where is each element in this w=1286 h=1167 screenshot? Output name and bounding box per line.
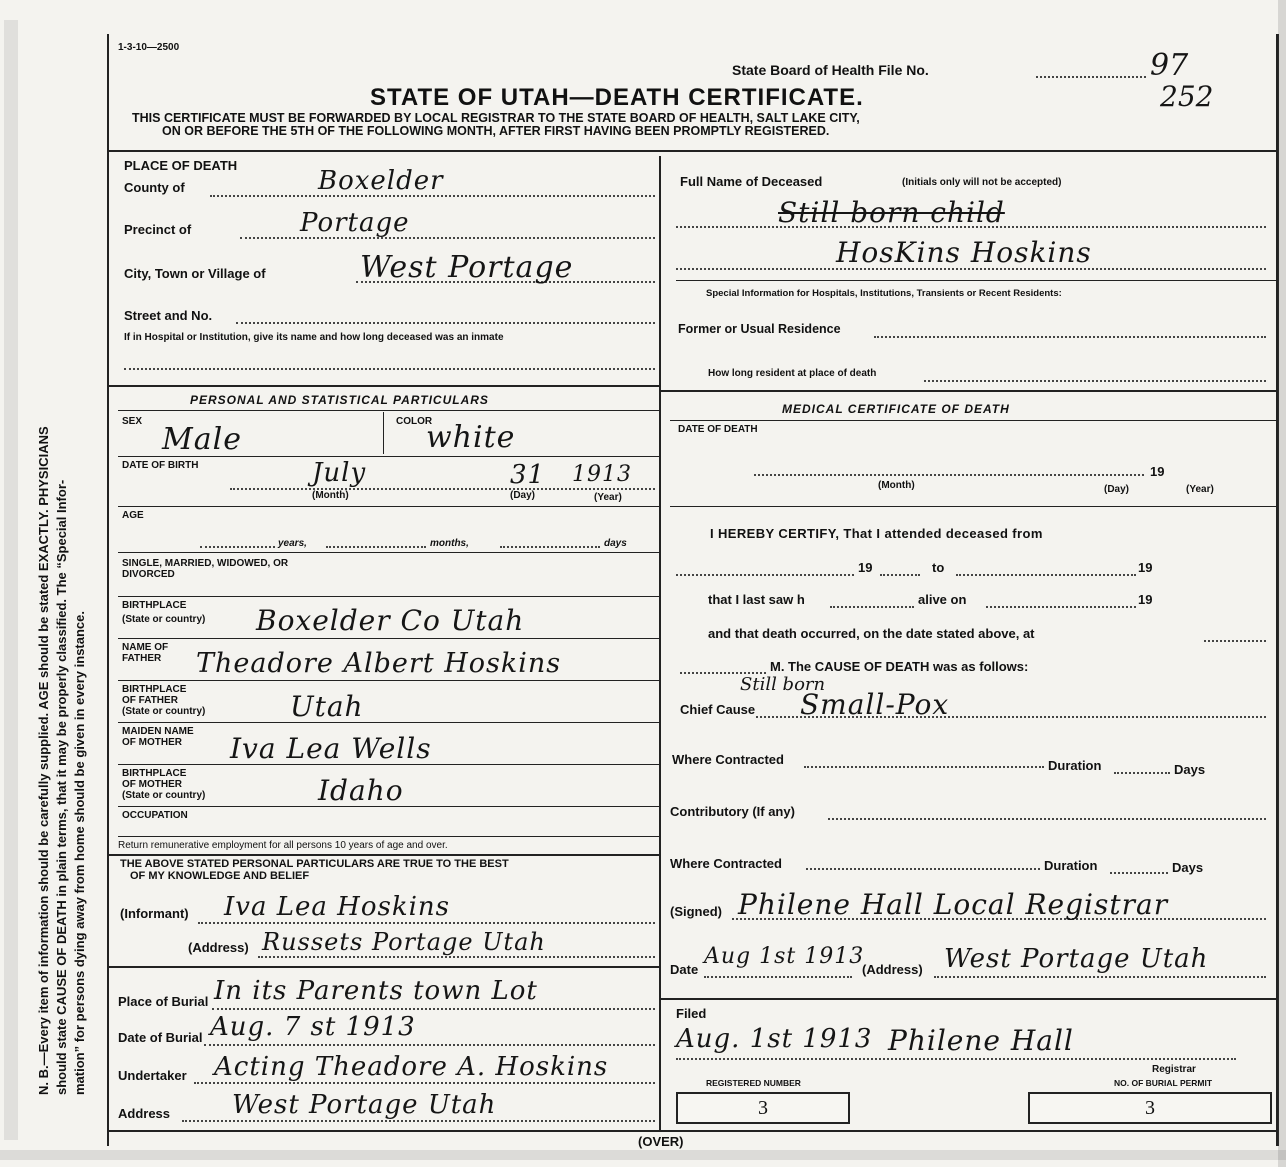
father-bp-value: Utah: [290, 690, 364, 723]
mother-value: Iva Lea Wells: [230, 732, 432, 765]
date-label: Date: [670, 962, 699, 977]
alive-text: alive on: [918, 592, 967, 607]
city-label: City, Town or Village of: [124, 266, 266, 281]
where-contracted-label-1: Where Contracted: [672, 752, 784, 767]
days-label-2: Days: [1172, 860, 1204, 875]
color-label: COLOR: [396, 416, 433, 427]
to-nineteen: 19: [1138, 560, 1153, 575]
undertaker-address-value: West Portage Utah: [232, 1090, 497, 1120]
mother-label-2: OF MOTHER: [122, 737, 182, 748]
dob-label: DATE OF BIRTH: [122, 460, 199, 471]
where-contracted-label-2: Where Contracted: [670, 856, 782, 871]
father-label-1: NAME OF: [122, 642, 169, 653]
dob-day: 31: [510, 460, 546, 490]
father-bp-label-1: BIRTHPLACE: [122, 684, 187, 695]
bottom-rule: [108, 1130, 1276, 1132]
undertaker-address-label: Address: [118, 1106, 171, 1121]
certify-text: I HEREBY CERTIFY, That I attended deceased from: [710, 526, 1043, 541]
instruction-line2: ON OR BEFORE THE 5TH OF THE FOLLOWING MONTH, AFTER FIRST HAVING BEEN PROMPTLY REGISTERED.: [162, 124, 830, 138]
cause-text: M. The CAUSE OF DEATH was as follows:: [770, 659, 1029, 674]
file-no-label: State Board of Health File No.: [732, 62, 929, 78]
sex-value: Male: [162, 422, 242, 457]
marital-label: SINGLE, MARRIED, WIDOWED, OR DIVORCED: [122, 558, 289, 580]
burial-place-label: Place of Burial: [118, 994, 209, 1009]
contributory-label: Contributory (If any): [670, 804, 795, 819]
dob-month: July: [312, 458, 367, 488]
street-label: Street and No.: [124, 308, 213, 323]
dob-month-label: (Month): [312, 490, 349, 501]
informant-value: Iva Lea Hoskins: [224, 892, 450, 922]
to-label: to: [932, 560, 945, 575]
registered-number-label: REGISTERED NUMBER: [706, 1078, 801, 1088]
birthplace-sub: (State or country): [122, 614, 206, 625]
signed-address-value: West Portage Utah: [944, 944, 1209, 974]
registered-number-box: 3: [676, 1092, 850, 1124]
hospital-note: If in Hospital or Institution, give its name and how long deceased was an inmate: [124, 332, 504, 343]
informant-address-label: (Address): [188, 940, 249, 955]
occupation-label: OCCUPATION: [122, 810, 188, 821]
color-value: white: [426, 420, 516, 455]
burial-permit-label: NO. OF BURIAL PERMIT: [1114, 1078, 1213, 1088]
informant-label: (Informant): [120, 906, 189, 921]
special-info-label: Special Information for Hospitals, Institutions, Transients or Recent Residents:: [706, 288, 1062, 299]
place-of-death-heading: PLACE OF DEATH: [124, 158, 238, 173]
father-value: Theadore Albert Hoskins: [196, 648, 562, 679]
age-years-label: years,: [278, 538, 307, 549]
signed-date-value: Aug 1st 1913: [704, 944, 865, 969]
from-nineteen: 19: [858, 560, 873, 575]
birthplace-label: BIRTHPLACE: [122, 600, 187, 611]
undertaker-label: Undertaker: [118, 1068, 187, 1083]
age-label: AGE: [122, 510, 144, 521]
father-bp-label-2: OF FATHER: [122, 695, 178, 706]
chief-cause-label: Chief Cause: [680, 702, 756, 717]
affirm-line1: THE ABOVE STATED PERSONAL PARTICULARS ARE TRUE TO THE BEST: [120, 858, 509, 870]
mother-bp-value: Idaho: [318, 774, 404, 807]
mother-bp-label-2: OF MOTHER: [122, 779, 182, 790]
former-residence-label: Former or Usual Residence: [678, 322, 841, 336]
burial-place-value: In its Parents town Lot: [214, 976, 538, 1006]
county-label: County of: [124, 180, 185, 195]
margin-note-line3: mation” for persons dying away from home should be given in every instance.: [72, 611, 87, 1095]
age-months-label: months,: [430, 538, 469, 549]
precinct-label: Precinct of: [124, 222, 192, 237]
how-long-label: How long resident at place of death: [708, 368, 877, 379]
county-value: Boxelder: [318, 166, 444, 196]
margin-note-line1: N. B.—Every item of information should be carefully supplied. AGE should be stated EXACTLY. PHYSICIANS: [36, 426, 51, 1095]
informant-address-value: Russets Portage Utah: [262, 928, 546, 956]
date-of-death-label: DATE OF DEATH: [678, 424, 758, 435]
father-label-2: FATHER: [122, 653, 162, 664]
age-days-label: days: [604, 538, 627, 549]
burial-date-label: Date of Burial: [118, 1030, 203, 1045]
affirm-line2: OF MY KNOWLEDGE AND BELIEF: [130, 870, 310, 882]
mother-label-1: MAIDEN NAME: [122, 726, 194, 737]
burial-permit-box: 3: [1028, 1092, 1272, 1124]
deceased-name-label: Full Name of Deceased: [680, 174, 823, 189]
days-label-1: Days: [1174, 762, 1206, 777]
over-label: (OVER): [638, 1134, 684, 1149]
signed-label: (Signed): [670, 904, 722, 919]
medical-heading: MEDICAL CERTIFICATE OF DEATH: [782, 402, 1010, 416]
death-day-label: (Day): [1104, 484, 1130, 495]
occurred-text: and that death occurred, on the date stated above, at: [708, 626, 1035, 641]
undertaker-value: Acting Theadore A. Hoskins: [214, 1052, 609, 1082]
dob-year: 1913: [572, 462, 632, 487]
cause-annotation: Still born: [740, 674, 826, 695]
frame-left: [107, 34, 109, 1146]
alive-nineteen: 19: [1138, 592, 1153, 607]
form-number: 1-3-10—2500: [118, 42, 180, 53]
signed-address-label: (Address): [862, 962, 923, 977]
header-rule: [108, 150, 1276, 152]
deceased-name-line1: Still born child: [778, 196, 1005, 229]
duration-label-2: Duration: [1044, 858, 1098, 873]
margin-note-line2: should state CAUSE OF DEATH in plain terms, that it may be properly classified. The “Special Infor-: [54, 479, 69, 1095]
deceased-name-note: (Initials only will not be accepted): [902, 177, 1062, 188]
birthplace-value: Boxelder Co Utah: [256, 604, 525, 637]
dob-day-label: (Day): [510, 490, 536, 501]
precinct-value: Portage: [300, 208, 410, 238]
filed-value: Aug. 1st 1913: [676, 1024, 873, 1054]
chief-cause-value: Small-Pox: [800, 688, 950, 721]
father-bp-label-3: (State or country): [122, 706, 206, 717]
filed-label: Filed: [676, 1006, 707, 1021]
page-title: STATE OF UTAH—DEATH CERTIFICATE.: [370, 84, 864, 111]
mother-bp-label-3: (State or country): [122, 790, 206, 801]
last-saw-text: that I last saw h: [708, 592, 805, 607]
instruction-line1: THIS CERTIFICATE MUST BE FORWARDED BY LOCAL REGISTRAR TO THE STATE BOARD OF HEALTH, SALT LAKE CITY,: [132, 111, 860, 125]
personal-heading: PERSONAL AND STATISTICAL PARTICULARS: [190, 393, 489, 407]
file-no-value-2: 252: [1160, 80, 1214, 113]
center-divider: [659, 156, 661, 1130]
signed-value: Philene Hall Local Registrar: [738, 888, 1169, 921]
registrar-value: Philene Hall: [888, 1024, 1074, 1057]
burial-date-value: Aug. 7 st 1913: [210, 1012, 416, 1042]
duration-label-1: Duration: [1048, 758, 1102, 773]
dob-year-label: (Year): [594, 492, 622, 503]
sex-label: SEX: [122, 416, 143, 427]
registrar-label: Registrar: [1152, 1064, 1196, 1075]
mother-bp-label-1: BIRTHPLACE: [122, 768, 187, 779]
deceased-name-line2: HosKins Hoskins: [836, 236, 1092, 269]
death-year-label: (Year): [1186, 484, 1214, 495]
death-nineteen: 19: [1150, 464, 1165, 479]
death-month-label: (Month): [878, 480, 915, 491]
file-no-value-1: 97: [1150, 48, 1189, 83]
city-value: West Portage: [360, 250, 574, 285]
occupation-note: Return remunerative employment for all persons 10 years of age and over.: [118, 840, 448, 851]
